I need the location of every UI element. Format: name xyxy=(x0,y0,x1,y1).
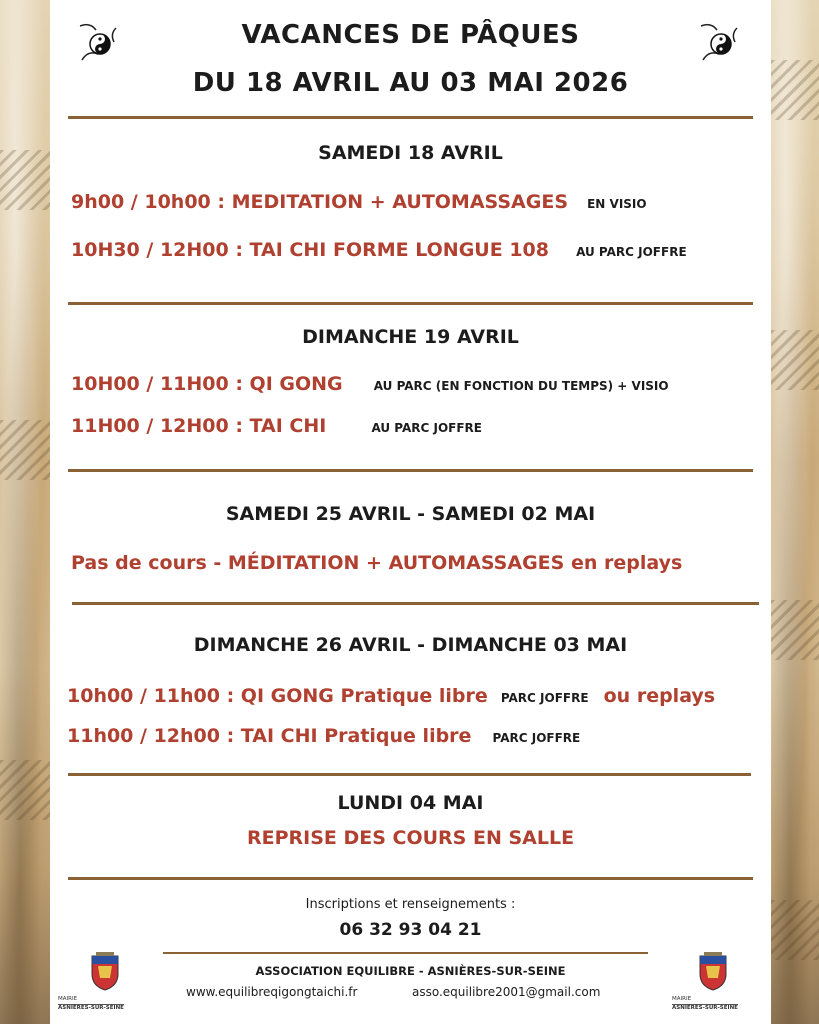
phone-number: 06 32 93 04 21 xyxy=(339,920,482,940)
divider xyxy=(72,602,759,605)
crest-caption: ASNIÈRES-SUR-SEINE xyxy=(672,1005,738,1011)
section-day-heading: DIMANCHE 26 AVRIL - DIMANCHE 03 MAI xyxy=(193,634,628,656)
city-crest xyxy=(58,950,138,1020)
schedule-row-text: REPRISE DES COURS EN SALLE xyxy=(246,827,575,849)
section-day-heading: LUNDI 04 MAI xyxy=(337,792,484,814)
schedule-row-note: EN VISIO xyxy=(587,197,647,211)
schedule-row-text: Pas de cours - MÉDITATION + AUTOMASSAGES en replays xyxy=(71,552,683,574)
schedule-row xyxy=(67,725,580,747)
left-painting-border xyxy=(0,0,50,1024)
divider xyxy=(163,952,648,954)
poster-panel xyxy=(50,0,771,1024)
schedule-row xyxy=(71,552,682,574)
schedule-row-note: AU PARC JOFFRE xyxy=(576,245,687,259)
association-name: ASSOCIATION EQUILIBRE - ASNIÈRES-SUR-SEINE xyxy=(255,964,566,978)
schedule-row-note: AU PARC JOFFRE xyxy=(371,421,482,435)
website-link[interactable]: www.equilibreqigongtaichi.fr xyxy=(186,985,358,999)
city-crest-icon xyxy=(696,952,730,992)
schedule-row xyxy=(71,415,482,437)
divider xyxy=(68,469,753,472)
schedule-row-text: 11H00 / 12H00 : TAI CHI xyxy=(71,415,327,437)
schedule-row-text: 10h00 / 11h00 : QI GONG Pratique libre xyxy=(67,685,488,707)
crest-caption: MAIRIE xyxy=(58,996,78,1002)
schedule-row-text: 9h00 / 10h00 : MEDITATION + AUTOMASSAGES xyxy=(71,191,569,213)
schedule-row-text: 10H00 / 11H00 : QI GONG xyxy=(71,373,343,395)
crest-caption: MAIRIE xyxy=(672,996,692,1002)
section-day-heading: SAMEDI 25 AVRIL - SAMEDI 02 MAI xyxy=(225,503,596,525)
schedule-row-tail: ou replays xyxy=(603,685,716,707)
schedule-row-text: 11h00 / 12h00 : TAI CHI Pratique libre xyxy=(67,725,472,747)
divider xyxy=(68,302,753,305)
city-crest-icon xyxy=(88,952,122,992)
email-link[interactable]: asso.equilibre2001@gmail.com xyxy=(412,985,601,999)
divider xyxy=(68,116,753,119)
schedule-row xyxy=(71,191,647,213)
schedule-row xyxy=(71,239,687,261)
schedule-row-note: AU PARC (EN FONCTION DU TEMPS) + VISIO xyxy=(373,379,669,393)
divider xyxy=(68,773,751,776)
section-day-heading: DIMANCHE 19 AVRIL xyxy=(302,326,519,348)
title-line-2: DU 18 AVRIL AU 03 MAI 2026 xyxy=(192,68,629,98)
schedule-row-text: 10H30 / 12H00 : TAI CHI FORME LONGUE 108 xyxy=(71,239,549,261)
schedule-row xyxy=(50,827,771,849)
right-painting-border xyxy=(771,0,819,1024)
divider xyxy=(68,877,753,880)
title-line-1: VACANCES DE PÂQUES xyxy=(241,20,580,50)
section-day-heading: SAMEDI 18 AVRIL xyxy=(318,142,503,164)
crest-caption: ASNIÈRES-SUR-SEINE xyxy=(58,1005,124,1011)
inscriptions-label: Inscriptions et renseignements : xyxy=(305,897,516,912)
schedule-row xyxy=(71,373,669,395)
schedule-row-note: PARC JOFFRE xyxy=(492,731,581,745)
city-crest xyxy=(672,950,752,1020)
schedule-row-note: PARC JOFFRE xyxy=(500,691,589,705)
schedule-row xyxy=(67,685,715,707)
